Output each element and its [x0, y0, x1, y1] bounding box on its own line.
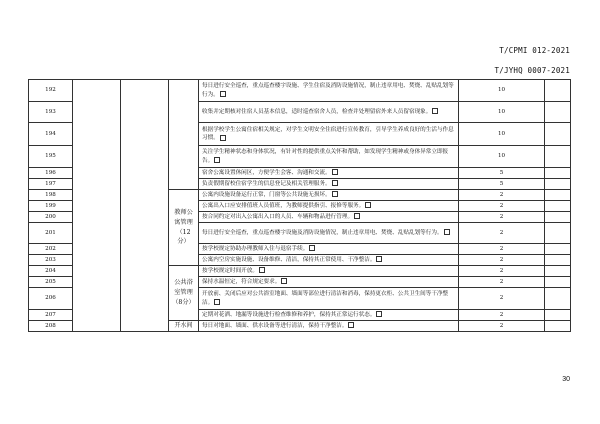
row-content: 收集并定期核对住宿人员基本信息，适时巡查宿舍人员，检查并处理留宿外来人员留宿现象。	[199, 102, 459, 123]
row-content-text: 按学校规定协助办理教师入住与退宿手续	[202, 245, 303, 252]
remarks-cell	[545, 168, 571, 179]
empty-cell-level3	[169, 80, 199, 190]
row-score: 10	[459, 80, 545, 102]
row-content: 定期对花洒、地漏等设施进行检查维修和养护，保持其正常运行状态。	[199, 310, 459, 321]
row-content-text: 关注学生精神状态和身体状况，有针对性的提供重点关怀和帮助，如发现学生精神或身体异常立即报告	[202, 149, 449, 164]
remarks-cell	[545, 179, 571, 190]
row-score: 2	[459, 321, 545, 332]
row-content: 公寓内设施设备运行正常，门窗等公共设施无损坏。	[199, 190, 459, 201]
category-public-bath: 公共浴室管理（8分）	[169, 266, 199, 321]
standard-number-secondary: T/JYHQ 0007-2021	[494, 66, 570, 75]
row-content: 公寓内空房实施设施、设备维修、清洁，保持其正常使用、干净整洁。	[199, 255, 459, 266]
row-content-text: 公寓出入口应安排值班人员值班，为教师提供指引、报修等服务	[202, 202, 359, 209]
standard-number-primary: T/CPMI 012-2021	[499, 46, 570, 55]
row-content: 按学校规定协助办理教师入住与退宿手续。	[199, 244, 459, 255]
row-number: 205	[29, 277, 73, 288]
checkbox-icon	[376, 256, 382, 262]
row-content: 每日对地面、墙面、供水设备等进行清洁，保持干净整洁。	[199, 321, 459, 332]
row-number: 200	[29, 212, 73, 223]
checkbox-icon	[259, 267, 265, 273]
row-content: 宿舍公寓设置休闲区，方便学生会客、沟通和交流。	[199, 168, 459, 179]
row-number: 207	[29, 310, 73, 321]
checkbox-icon	[220, 91, 226, 97]
row-number: 204	[29, 266, 73, 277]
row-number: 203	[29, 255, 73, 266]
checkbox-icon	[332, 169, 338, 175]
row-score: 5	[459, 168, 545, 179]
row-content-text: 按学校规定时间开放	[202, 267, 253, 274]
row-score: 2	[459, 190, 545, 201]
row-content-text: 负责假期留校住宿学生的信息登记及相关管理服务	[202, 180, 326, 187]
row-score: 2	[459, 201, 545, 212]
row-number: 208	[29, 321, 73, 332]
remarks-cell	[545, 102, 571, 123]
row-score: 2	[459, 244, 545, 255]
remarks-cell	[545, 310, 571, 321]
category-teacher-apartment: 教师公寓管理（12分）	[169, 190, 199, 266]
checkbox-icon	[214, 157, 220, 163]
checkbox-icon	[432, 108, 438, 114]
remarks-cell	[545, 244, 571, 255]
row-number: 202	[29, 244, 73, 255]
checkbox-icon	[332, 191, 338, 197]
checkbox-icon	[354, 213, 360, 219]
row-content: 每日进行安全巡查，重点巡查楼宇设施、学生住宿及消防设施情况，制止违章用电、焚烧、乱贴乱划等行为。	[199, 80, 459, 102]
checkbox-icon	[332, 180, 338, 186]
row-content: 公寓出入口应安排值班人员值班，为教师提供指引、报修等服务。	[199, 201, 459, 212]
row-content-text: 开放前、关闭后应对公共浴室地面、墙面等部位进行清洁和消毒，保持更衣柜、公共卫生间等干净整洁	[202, 291, 449, 306]
checkbox-icon	[214, 299, 220, 305]
row-content-text: 按合同约定对出入公寓出入口的人员、车辆和物品进行管理	[202, 213, 348, 220]
remarks-cell	[545, 190, 571, 201]
row-content: 按合同约定对出入公寓出入口的人员、车辆和物品进行管理。	[199, 212, 459, 223]
row-content-text: 公寓内设施设备运行正常，门窗等公共设施无损坏	[202, 191, 326, 198]
row-content: 根据学校学生公寓住宿相关规定，对学生文明安全住宿进行宣传教育，引导学生养成良好的生活与作息习惯。	[199, 123, 459, 146]
row-content-text: 每日对地面、墙面、供水设备等进行清洁，保持干净整洁	[202, 322, 342, 329]
row-number: 206	[29, 288, 73, 310]
row-content-text: 公寓内空房实施设施、设备维修、清洁，保持其正常使用、干净整洁	[202, 256, 370, 263]
row-content-text: 定期对花洒、地漏等设施进行检查维修和养护，保持其正常运行状态	[202, 311, 370, 318]
row-number: 194	[29, 123, 73, 146]
row-number: 193	[29, 102, 73, 123]
category-water-room: 开水间	[169, 321, 199, 332]
row-content: 每日进行安全巡查，重点巡查楼宇设施及消防设施情况，制止违章用电、焚烧、乱贴乱划等行为。	[199, 223, 459, 244]
row-score: 2	[459, 212, 545, 223]
remarks-cell	[545, 123, 571, 146]
row-content: 保持水温恒定，符合规定要求。	[199, 277, 459, 288]
remarks-cell	[545, 201, 571, 212]
remarks-cell	[545, 212, 571, 223]
empty-cell-level1	[73, 80, 121, 332]
checkbox-icon	[376, 311, 382, 317]
row-score: 2	[459, 277, 545, 288]
row-score: 2	[459, 288, 545, 310]
row-score: 2	[459, 310, 545, 321]
page-number: 30	[562, 376, 570, 383]
row-content-text: 每日进行安全巡查，重点巡查楼宇设施及消防设施情况，制止违章用电、焚烧、乱贴乱划等行为	[202, 229, 437, 236]
row-score: 10	[459, 102, 545, 123]
row-number: 198	[29, 190, 73, 201]
remarks-cell	[545, 321, 571, 332]
remarks-cell	[545, 223, 571, 244]
remarks-cell	[545, 277, 571, 288]
remarks-cell	[545, 288, 571, 310]
row-number: 201	[29, 223, 73, 244]
empty-cell-level2	[121, 80, 169, 332]
row-content-text: 每日进行安全巡查，重点巡查楼宇设施、学生住宿及消防设施情况，制止违章用电、焚烧、乱贴乱划等行为	[202, 83, 454, 98]
row-number: 192	[29, 80, 73, 102]
row-content-text: 宿舍公寓设置休闲区，方便学生会客、沟通和交流	[202, 169, 326, 176]
remarks-cell	[545, 146, 571, 168]
checkbox-icon	[309, 245, 315, 251]
row-content-text: 根据学校学生公寓住宿相关规定，对学生文明安全住宿进行宣传教育，引导学生养成良好的生活与作息习惯	[202, 126, 454, 141]
row-score: 2	[459, 255, 545, 266]
row-score: 5	[459, 179, 545, 190]
remarks-cell	[545, 255, 571, 266]
checkbox-icon	[348, 322, 354, 328]
row-content: 开放前、关闭后应对公共浴室地面、墙面等部位进行清洁和消毒，保持更衣柜、公共卫生间等干净整洁。	[199, 288, 459, 310]
row-number: 197	[29, 179, 73, 190]
checkbox-icon	[220, 135, 226, 141]
table-row	[29, 80, 571, 102]
row-content-text: 保持水温恒定，符合规定要求	[202, 278, 275, 285]
checkbox-icon	[444, 229, 450, 235]
evaluation-table	[28, 79, 571, 332]
row-content: 负责假期留校住宿学生的信息登记及相关管理服务。	[199, 179, 459, 190]
row-score: 10	[459, 123, 545, 146]
row-content: 按学校规定时间开放。	[199, 266, 459, 277]
row-score: 10	[459, 146, 545, 168]
row-number: 199	[29, 201, 73, 212]
row-content-text: 收集并定期核对住宿人员基本信息，适时巡查宿舍人员，检查并处理留宿外来人员留宿现象	[202, 108, 426, 115]
checkbox-icon	[365, 202, 371, 208]
row-score: 2	[459, 266, 545, 277]
remarks-cell	[545, 266, 571, 277]
row-number: 196	[29, 168, 73, 179]
checkbox-icon	[281, 278, 287, 284]
row-number: 195	[29, 146, 73, 168]
row-score: 2	[459, 223, 545, 244]
remarks-cell	[545, 80, 571, 102]
row-content: 关注学生精神状态和身体状况，有针对性的提供重点关怀和帮助，如发现学生精神或身体异常立即报告。	[199, 146, 459, 168]
